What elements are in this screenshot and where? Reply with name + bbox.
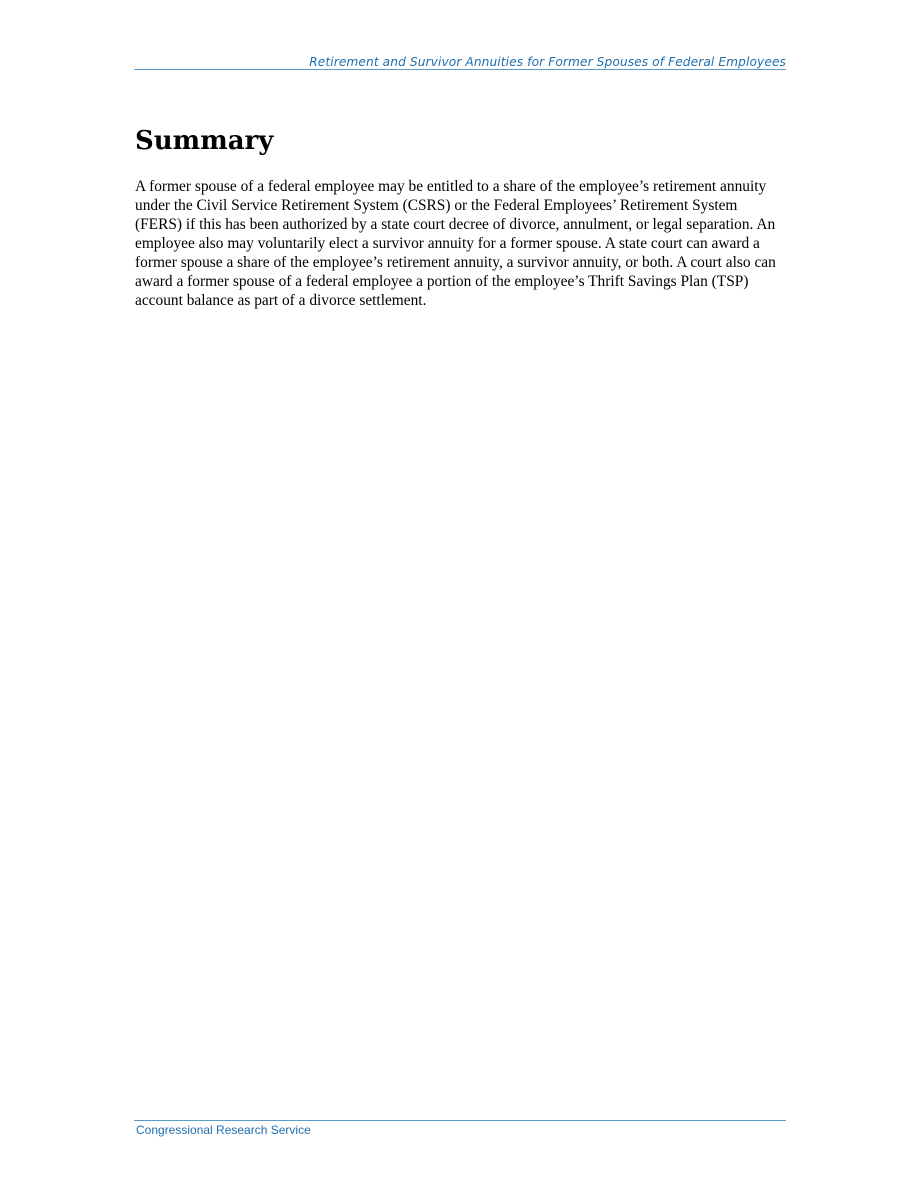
header-divider — [134, 69, 786, 70]
footer-divider — [134, 1120, 786, 1121]
running-header-title: Retirement and Survivor Annuities for Former Spouses of Federal Employees — [309, 55, 786, 69]
footer-organization: Congressional Research Service — [136, 1123, 311, 1137]
summary-paragraph: A former spouse of a federal employee may be entitled to a share of the employee’s retirement annuity under the Civil Service Retirement System (CSRS) or the Federal Employees’ Retirement System (FERS) if this has been authorized by a state court decree of divorce, annulment, or legal separation. An employee also may voluntarily elect a survivor annuity for a former spouse. A state court can award a former spouse a share of the employee’s retirement annuity, a survivor annuity, or both. A court also can award a former spouse of a federal employee a portion of the employee’s Thrift Savings Plan (TSP) account balance as part of a divorce settlement. — [135, 178, 776, 309]
section-title: Summary — [135, 126, 274, 156]
